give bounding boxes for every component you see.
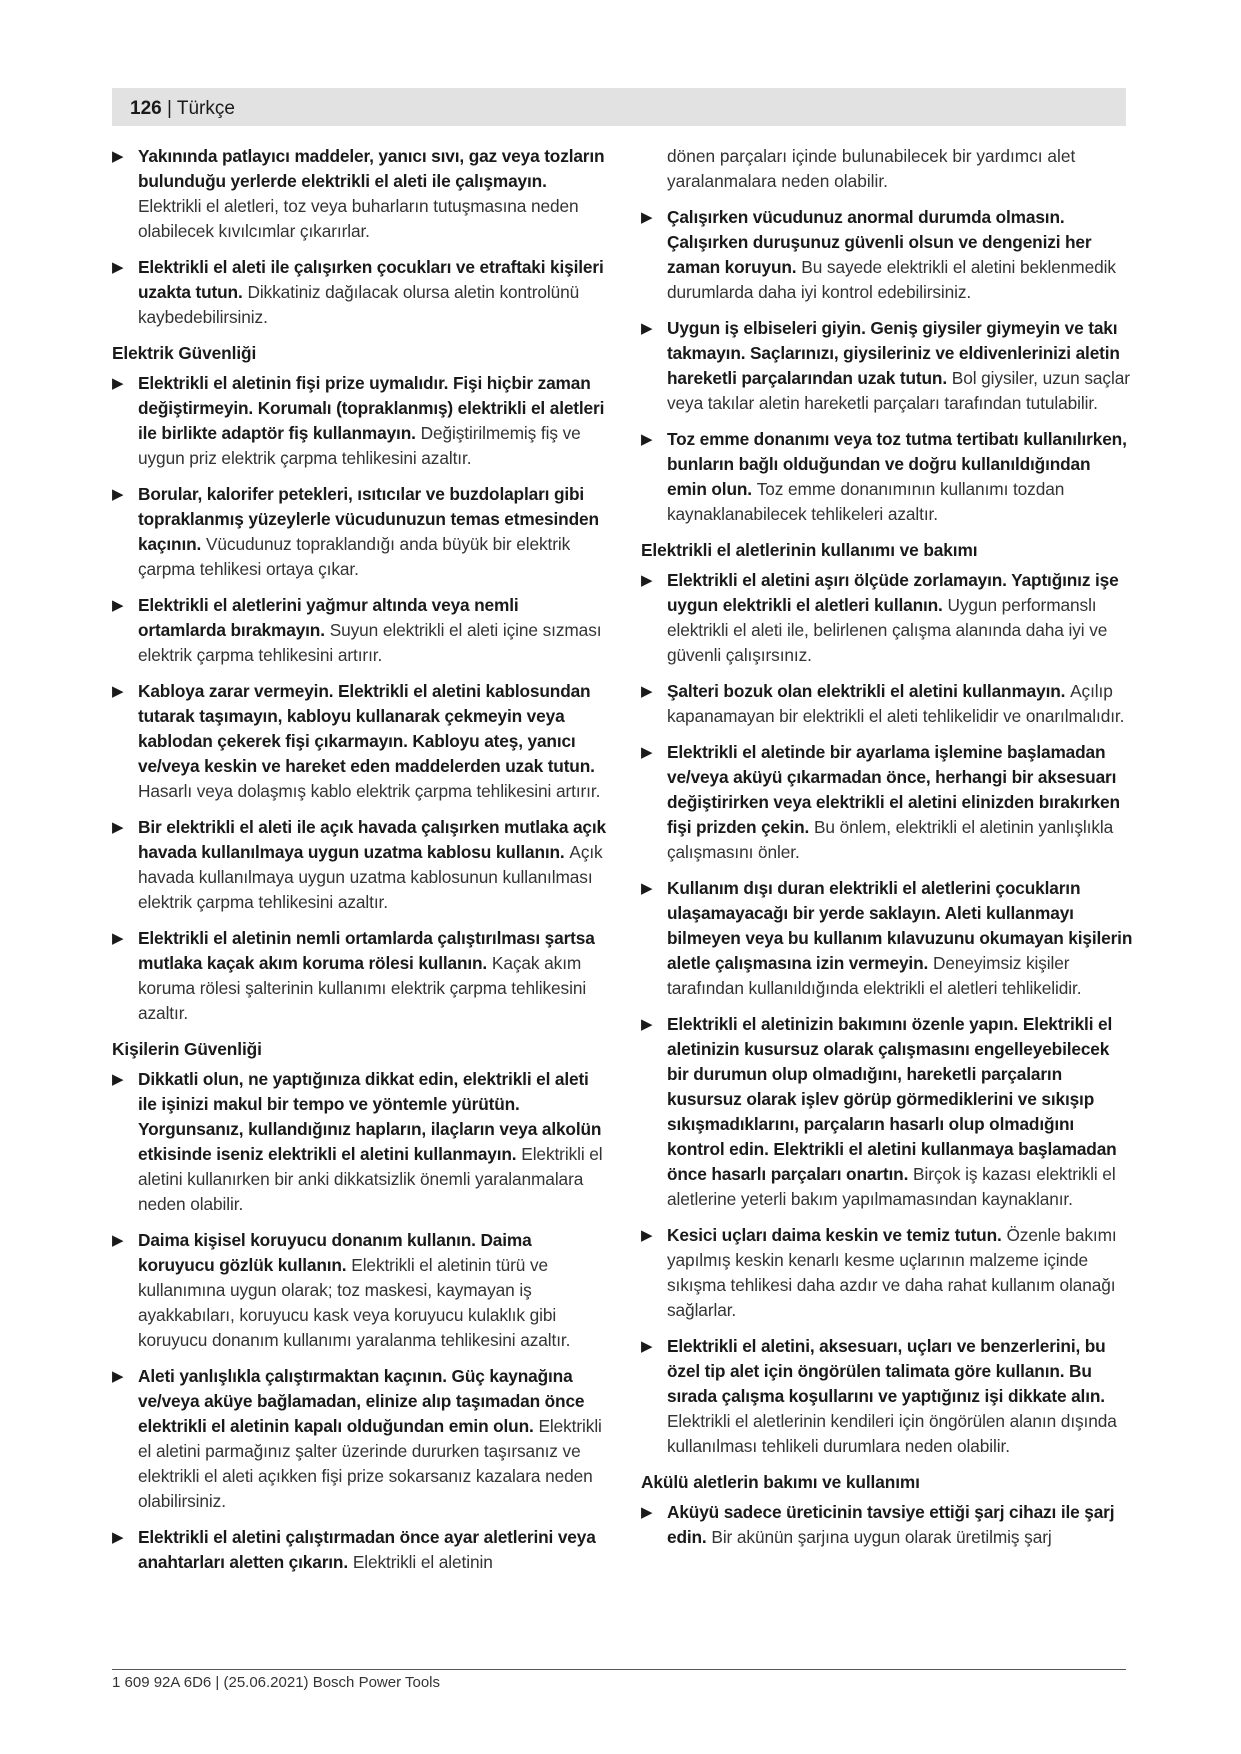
bullet-item: [641, 1012, 1134, 1212]
bullet-item: [641, 740, 1134, 865]
triangle-bullet-icon: ▶: [641, 320, 653, 337]
bullet-instruction: Elektrikli el aletini aşırı ölçüde zorlamayın. Yaptığınız işe uygun elektrikli el aletleri kullanın.: [667, 570, 1119, 615]
section-heading-electric-safety: Elektrik Güvenliği: [112, 343, 257, 363]
page-number: 126: [130, 98, 162, 119]
bullet-explanation: Kaçak akım koruma rölesi şalterinin kullanımı elektrik çarpma tehlikesini azaltır.: [138, 953, 587, 1023]
triangle-bullet-icon: ▶: [112, 930, 124, 947]
right-column: [641, 144, 1134, 1561]
bullet-explanation: Birçok iş kazası elektrikli el aletlerine yeterli bakım yapılmamasından kaynaklanır.: [667, 1164, 1116, 1209]
bullet-explanation: Bu sayede elektrikli el aletini beklenmedik durumlarda daha iyi kontrol edebilirsiniz.: [667, 257, 1116, 302]
bullet-instruction: Daima kişisel koruyucu donanım kullanın. Daima koruyucu gözlük kullanın.: [138, 1230, 532, 1275]
bullet-explanation: Vücudunuz topraklandığı anda büyük bir elektrik çarpma tehlikesi ortaya çıkar.: [138, 534, 571, 579]
bullet-item: [641, 568, 1134, 668]
bullet-instruction: Aküyü sadece üreticinin tavsiye ettiği şarj cihazı ile şarj edin.: [667, 1502, 1115, 1547]
bullet-instruction: Elektrikli el aletlerini yağmur altında veya nemli ortamlarda bırakmayın.: [138, 595, 519, 640]
bullet-item: [641, 427, 1134, 527]
bullet-item: [112, 593, 609, 668]
triangle-bullet-icon: ▶: [112, 819, 124, 836]
bullet-item: [641, 1500, 1134, 1550]
bullet-instruction: Kullanım dışı duran elektrikli el aletlerini çocukların ulaşamayacağı bir yerde saklayın. Aleti kullanmayı bilmeyen veya bu kullanım kılavuzunu okumayan kişilerin aletle çalışmasına izin vermeyin.: [667, 878, 1133, 973]
triangle-bullet-icon: ▶: [112, 486, 124, 503]
bullet-instruction: Elektrikli el aletinde bir ayarlama işlemine başlamadan ve/veya aküyü çıkarmadan önce, herhangi bir aksesuarı değiştirirken veya elektrikli el aletini elinizden bırakırken fişi prizden çekin.: [667, 742, 1120, 837]
bullet-instruction: Elektrikli el aletinin fişi prize uymalıdır. Fişi hiçbir zaman değiştirmeyin. Korumalı (topraklanmış) elektrikli el aletleri ile birlikte adaptör fiş kullanmayın.: [138, 373, 605, 443]
triangle-bullet-icon: ▶: [641, 1227, 653, 1244]
bullet-item: [641, 1334, 1134, 1459]
bullet-instruction: Elektrikli el aletini, aksesuarı, uçları ve benzerlerini, bu özel tip alet için öngörülen talimata göre kullanın. Bu sırada çalışma koşullarını ve yaptığınız işi dikkate alın.: [667, 1336, 1106, 1406]
bullet-item: [112, 144, 609, 244]
triangle-bullet-icon: ▶: [641, 209, 653, 226]
bullet-instruction: Uygun iş elbiseleri giyin. Geniş giysiler giymeyin ve takı takmayın. Saçlarınızı, giysileriniz ve eldivenlerinizi aletin hareketli parçalarından uzak tutun.: [667, 318, 1120, 388]
triangle-bullet-icon: ▶: [641, 572, 653, 589]
bullet-item: [641, 1223, 1134, 1323]
triangle-bullet-icon: ▶: [641, 431, 653, 448]
bullet-explanation: Hasarlı veya dolaşmış kablo elektrik çarpma tehlikesini artırır.: [138, 781, 601, 801]
bullet-explanation: Özenle bakımı yapılmış keskin kenarlı kesme uçlarının malzeme içinde sıkışma tehlikesi daha azdır ve daha rahat kullanım olanağı sağlarlar.: [667, 1225, 1117, 1320]
bullet-explanation: Açılıp kapanamayan bir elektrikli el aleti tehlikelidir ve onarılmalıdır.: [667, 681, 1125, 726]
section-heading-tool-use-care: Elektrikli el aletlerinin kullanımı ve bakımı: [641, 540, 978, 560]
left-items-b: [112, 371, 609, 1026]
section-heading-battery-care: Akülü aletlerin bakımı ve kullanımı: [641, 1472, 920, 1492]
bullet-item: [112, 1525, 609, 1575]
bullet-item: [112, 1067, 609, 1217]
bullet-item: [112, 482, 609, 582]
triangle-bullet-icon: ▶: [112, 1368, 124, 1385]
footer-divider: [112, 1669, 1126, 1670]
triangle-bullet-icon: ▶: [641, 1504, 653, 1521]
bullet-explanation: Elektrikli el aletinin: [352, 1552, 493, 1572]
bullet-instruction: Çalışırken vücudunuz anormal durumda olmasın. Çalışırken duruşunuz güvenli olsun ve dengenizi her zaman koruyun.: [667, 207, 1092, 277]
bullet-explanation: Bir akünün şarjına uygun olarak üretilmiş şarj: [711, 1527, 1052, 1547]
bullet-item: [112, 1364, 609, 1514]
bullet-item: [112, 679, 609, 804]
page-header: [130, 97, 235, 121]
bullet-item: [112, 926, 609, 1026]
bullet-explanation: Suyun elektrikli el aleti içine sızması elektrik çarpma tehlikesini artırır.: [138, 620, 602, 665]
left-items-a: [112, 144, 609, 330]
bullet-explanation: Dikkatiniz dağılacak olursa aletin kontrolünü kaybedebilirsiniz.: [138, 282, 580, 327]
bullet-item: [641, 205, 1134, 305]
page-footer: 1 609 92A 6D6 | (25.06.2021) Bosch Power Tools: [112, 1674, 441, 1691]
bullet-explanation: Deneyimsiz kişiler tarafından kullanıldığında elektrikli el aletleri tehlikelidir.: [667, 953, 1082, 998]
bullet-item: [112, 1228, 609, 1353]
triangle-bullet-icon: ▶: [112, 683, 124, 700]
bullet-explanation: Açık havada kullanılmaya uygun uzatma kablosunun kullanılması elektrik çarpma tehlikesini azaltır.: [138, 842, 603, 912]
section-heading-personal-safety: Kişilerin Güvenliği: [112, 1039, 262, 1059]
bullet-explanation: Uygun performanslı elektrikli el aleti ile, belirlenen çalışma alanında daha iyi ve güvenli çalışırsınız.: [667, 595, 1108, 665]
bullet-explanation: Bol giysiler, uzun saçlar veya takılar aletin hareketli parçaları tarafından tutulabilir.: [667, 368, 1130, 413]
triangle-bullet-icon: ▶: [112, 148, 124, 165]
header-separator: |: [161, 98, 177, 119]
triangle-bullet-icon: ▶: [112, 375, 124, 392]
bullet-explanation: Elektrikli el aletini parmağınız şalter üzerinde dururken taşırsanız ve elektrikli el aleti açıkken fişi prize sokarsanız kazalara neden olabilirsiniz.: [138, 1416, 602, 1511]
bullet-instruction: Elektrikli el aletinizin bakımını özenle yapın. Elektrikli el aletinizin kusursuz olarak çalışmasını engelleyebilecek bir durumun olup olmadığını, hareketli parçaların kusursuz olarak işlev görüp görmediklerini ve sıkışıp sıkışmadıklarını, parçaların hasarlı olup olmadığını kontrol edin. Elektrikli el aletini kullanmaya başlamadan önce hasarlı parçaları onartın.: [667, 1014, 1117, 1184]
bullet-instruction: Kesici uçları daima keskin ve temiz tutun.: [667, 1225, 1002, 1245]
triangle-bullet-icon: ▶: [112, 259, 124, 276]
triangle-bullet-icon: ▶: [641, 683, 653, 700]
page-language: Türkçe: [176, 98, 235, 119]
bullet-item: [641, 316, 1134, 416]
bullet-explanation: Elektrikli el aletlerinin kendileri için öngörülen alanın dışında kullanılması tehlikeli durumlara neden olabilir.: [667, 1411, 1117, 1456]
triangle-bullet-icon: ▶: [112, 597, 124, 614]
right-items-a: [641, 205, 1134, 527]
triangle-bullet-icon: ▶: [641, 1016, 653, 1033]
bullet-instruction: Elektrikli el aletini çalıştırmadan önce ayar aletlerini veya anahtarları aletten çıkarın.: [138, 1527, 596, 1572]
triangle-bullet-icon: ▶: [112, 1071, 124, 1088]
bullet-explanation: Elektrikli el aletinin türü ve kullanımına uygun olarak; toz maskesi, kaymayan iş ayakkabıları, koruyucu kask veya koruyucu kulaklık gibi koruyucu donanım kullanımı yaralanma tehlikesini azaltır.: [138, 1255, 571, 1350]
triangle-bullet-icon: ▶: [641, 1338, 653, 1355]
bullet-explanation: Bu önlem, elektrikli el aletinin yanlışlıkla çalışmasını önler.: [667, 817, 1114, 862]
triangle-bullet-icon: ▶: [641, 744, 653, 761]
triangle-bullet-icon: ▶: [112, 1232, 124, 1249]
bullet-explanation: Toz emme donanımının kullanımı tozdan kaynaklanabilecek tehlikeleri azaltır.: [667, 479, 1065, 524]
bullet-instruction: Yakınında patlayıcı maddeler, yanıcı sıvı, gaz veya tozların bulunduğu yerlerde elektrikli el aleti ile çalışmayın.: [138, 146, 605, 191]
right-items-c: [641, 1500, 1134, 1550]
bullet-explanation: Değiştirilmemiş fiş ve uygun priz elektrik çarpma tehlikesini azaltır.: [138, 423, 581, 468]
bullet-instruction: Toz emme donanımı veya toz tutma tertibatı kullanılırken, bunların bağlı olduğundan ve doğru kullanıldığından emin olun.: [667, 429, 1127, 499]
bullet-instruction: Aleti yanlışlıkla çalıştırmaktan kaçının. Güç kaynağına ve/veya aküye bağlamadan, elinize alıp taşımadan önce elektrikli el aletinin kapalı olduğundan emin olun.: [138, 1366, 585, 1436]
bullet-instruction: Elektrikli el aleti ile çalışırken çocukları ve etraftaki kişileri uzakta tutun.: [138, 257, 604, 302]
triangle-bullet-icon: ▶: [112, 1529, 124, 1546]
bullet-explanation: Elektrikli el aletini kullanırken bir anki dikkatsizlik önemli yaralanmalara neden olabilir.: [138, 1144, 603, 1214]
bullet-item: [641, 876, 1134, 1001]
left-items-c: [112, 1067, 609, 1575]
bullet-instruction: Bir elektrikli el aleti ile açık havada çalışırken mutlaka açık havada kullanılmaya uygun uzatma kablosu kullanın.: [138, 817, 606, 862]
triangle-bullet-icon: ▶: [641, 880, 653, 897]
right-items-b: [641, 568, 1134, 1459]
bullet-instruction: Dikkatli olun, ne yaptığınıza dikkat edin, elektrikli el aleti ile işinizi makul bir tempo ve yöntemle yürütün. Yorgunsanız, kullandığınız hapların, ilaçların veya alkolün etkisinde iseniz elektrikli el aletini kullanmayın.: [138, 1069, 602, 1164]
page-header-bar: [112, 88, 1126, 126]
bullet-explanation: Elektrikli el aletleri, toz veya buharların tutuşmasına neden olabilecek kıvılcımlar çıkarırlar.: [138, 196, 579, 241]
bullet-instruction: Kabloya zarar vermeyin. Elektrikli el aletini kablosundan tutarak taşımayın, kabloyu kullanarak çekmeyin veya kablodan çekerek fişi çıkarmayın. Kabloyu ateş, yanıcı ve/veya keskin ve hareket eden maddelerden uzak tutun.: [138, 681, 595, 776]
bullet-item: [112, 255, 609, 330]
bullet-instruction: Şalteri bozuk olan elektrikli el aletini kullanmayın.: [667, 681, 1066, 701]
bullet-instruction: Elektrikli el aletinin nemli ortamlarda çalıştırılması şartsa mutlaka kaçak akım koruma rölesi kullanın.: [138, 928, 595, 973]
left-column: [112, 144, 609, 1586]
bullet-item: [112, 371, 609, 471]
bullet-instruction: Borular, kalorifer petekleri, ısıtıcılar ve buzdolapları gibi topraklanmış yüzeylerle vücudunuzun temas etmesinden kaçının.: [138, 484, 599, 554]
continuation-text: dönen parçaları içinde bulunabilecek bir yardımcı alet yaralanmalara neden olabilir.: [667, 146, 1076, 191]
bullet-item: [641, 679, 1134, 729]
bullet-item: [112, 815, 609, 915]
